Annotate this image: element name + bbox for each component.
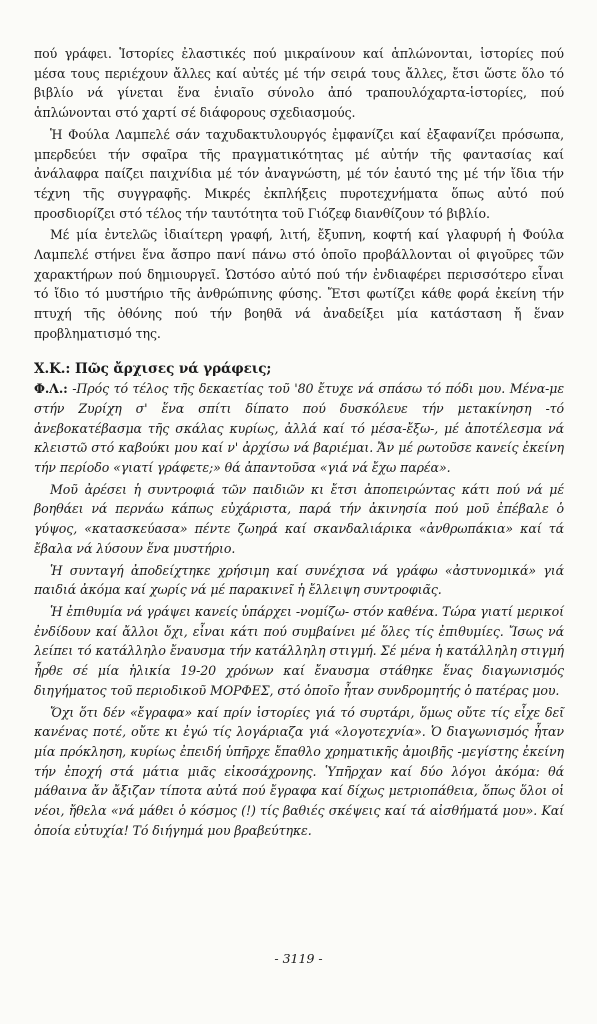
paragraph-magician: Ἡ Φούλα Λαμπελέ σάν ταχυδακτυλουργός ἐμφανίζει καί ἐξαφανίζει πρόσωπα, μπερδεύει τήν σφαῖρα τῆς πραγματικότητας μέ αὐτήν τῆς φαντασίας καί ἀνάλαφρα παίζει παιχνίδια μέ τόν ἀναγνώστη, μέ τόν ἑαυτό της μέ τήν ἴδια τήν τέχνη τῆς συγγραφῆς. Μικρές ἐκπλήξεις πυροτεχνήματα ὅπως αὐτό πού προσδιορίζει στό τέλος τήν ταυτότητα τοῦ Γιόζεφ διανθίζουν τό βιβλίο.	[34, 126, 564, 221]
answer-text-1: -Πρός τό τέλος τῆς δεκαετίας τοῦ '80 ἔτυχε νά σπάσω τό πόδι μου. Μένα-με στήν Ζυρίχη σ' ἕνα σπίτι δίπατο πού δυσκόλευε τήν μετακίνηση -τό ἀνεβοκατέβασμα τῆς σκάλας κυρίως, ἀλλά καί τό μέσα-ἔξω-, μέ ἀποτέλεσμα νά κλειστῶ στό καβούκι μου καί ν' ἀρχίσω νά βαριέμαι. Ἄν μέ ρωτοῦσε κανείς ἐκείνη τήν περίοδο «γιατί γράφετε;» θά ἀπαντοῦσα «γιά νά ἔχω παρέα».	[34, 381, 565, 476]
answer-speaker: Φ.Λ.:	[34, 381, 68, 397]
answer-paragraph-2: Μοῦ ἀρέσει ἡ συντροφιά τῶν παιδιῶν κι ἔτσι ἀποπειρώντας κάτι πού νά μέ βοηθάει νά περνάω κάπως εὐχάριστα, παρά τήν ἀκινησία πού μοῦ ἐπέβαλε ὁ γύψος, «κατασκεύασα» πέντε ζωηρά καί σκανδαλιάρικα «ἀνθρωπάκια» καί τά ἔβαλα νά λύσουν ἕνα μυστήριο.	[34, 481, 564, 556]
question-text: Πῶς ἄρχισες νά γράφεις;	[75, 360, 272, 377]
answer-paragraph-1	[34, 379, 564, 478]
body-text	[34, 44, 564, 840]
answer-paragraph-3: Ἡ συνταγή ἀποδείχτηκε χρήσιμη καί συνέχισα νά γράφω «ἀστυνομικά» γιά παιδιά ἀκόμα καί χωρίς νά μέ παρακινεῖ ἡ ἔλλειψη συντροφιᾶς.	[34, 562, 564, 598]
interview-question	[34, 360, 564, 380]
question-speaker: Χ.Κ.:	[34, 360, 71, 377]
paragraph-continued: πού γράφει. Ἱστορίες ἐλαστικές πού μικραίνουν καί ἁπλώνονται, ἱστορίες πού μέσα τους περιέχουν ἄλλες καί αὐτές μέ τήν σειρά τους ἄλλες, ἔτσι ὥστε ὅλο τό βιβλίο νά γίνεται ἕνα ἑνιαῖο σύνολο ἀπό τραπουλόχαρτα-ἱστορίες, πού ἁπλώνονται στό χαρτί σέ διάφορους σχεδιασμούς.	[34, 46, 564, 121]
answer-paragraph-5: Ὄχι ὅτι δέν «ἔγραφα» καί πρίν ἱστορίες γιά τό συρτάρι, ὅμως οὔτε τίς εἶχε δεῖ κανένας ποτέ, οὔτε κι ἐγώ τίς λογάριαζα γιά «λογοτεχνία». Ὁ διαγωνισμός ἦταν μία πρόκληση, κυρίως ἐπειδή ὑπῆρχε ἔπαθλο χρηματικῆς ἀμοιβῆς -μεγίστης ἐκείνη τήν ἐποχή στά μάτια μιᾶς εἰκοσάχρονης. Ὑπῆρχαν καί δύο λόγοι ἀκόμα: θά μάθαινα ἄν ἄξιζαν τίποτα αὐτά πού ἔγραφα καί δίχως μετριοπάθεια, ὅπως ὅλοι οἱ νέοι, ἤθελα «νά μάθει ὁ κόσμος (!) τίς βαθιές σκέψεις καί τά αἰσθήματά μου». Καί ὁποία εὐτυχία! Τό διήγημά μου βραβεύτηκε.	[34, 704, 564, 838]
paragraph-style: Μέ μία ἐντελῶς ἰδιαίτερη γραφή, λιτή, ἔξυπνη, κοφτή καί γλαφυρή ἡ Φούλα Λαμπελέ στήνει ἕνα ἄσπρο πανί πάνω στό ὁποῖο προβάλλονται οἱ φιγοῦρες τῶν χαρακτήρων πού δημιουργεῖ. Ὡστόσο αὐτό πού τήν ἐνδιαφέρει περισσότερο εἶναι τό ἴδιο τό μυστήριο τῆς ἀνθρώπινης φύσης. Ἔτσι φωτίζει κάθε φορά ἐκείνη τήν πτυχή τῆς ὀθόνης πού τήν βοηθᾶ νά ἀναδείξει μία κατάσταση ἤ ἕναν προβληματισμό της.	[34, 227, 564, 341]
interview-answer	[34, 379, 564, 840]
answer-paragraph-4: Ἡ ἐπιθυμία νά γράψει κανείς ὑπάρχει -νομίζω- στόν καθένα. Τώρα γιατί μερικοί ἐνδίδουν καί ἄλλοι ὄχι, εἶναι κάτι πού συμβαίνει μέ ὅλες τίς ἐπιθυμίες. Ἴσως νά λείπει τό κατάλληλο ἔναυσμα τήν κατάλληλη στιγμή. Σέ μένα ἡ κατάλληλη στιγμή ἦρθε σέ μία ἡλικία 19-20 χρόνων καί ἔναυσμα στάθηκε ἕνας διαγωνισμός διηγήματος τοῦ περιοδικοῦ ΜΟΡΦΕΣ, στό ὁποῖο ἦταν συνδρομητής ὁ πατέρας μου.	[34, 603, 564, 698]
page-number: - 3119 -	[274, 951, 323, 966]
